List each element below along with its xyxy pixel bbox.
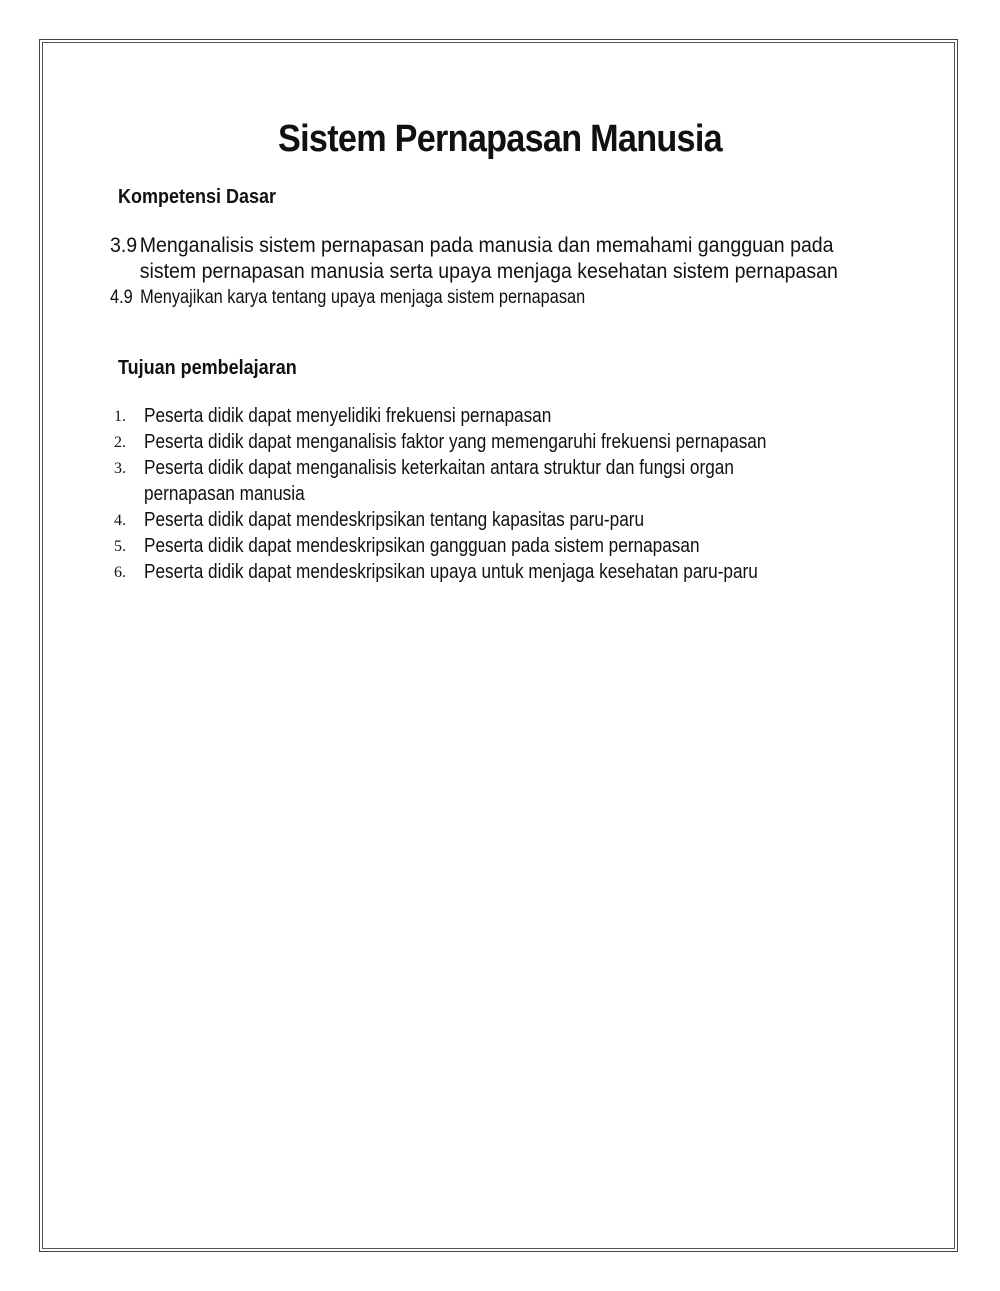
- tujuan-pembelajaran-heading: Tujuan pembelajaran: [118, 357, 297, 379]
- tujuan-text-line: Peserta didik dapat mendeskripsikan tentang kapasitas paru-paru: [144, 509, 645, 531]
- tujuan-text-line: Peserta didik dapat menyelidiki frekuensi pernapasan: [144, 405, 552, 427]
- tujuan-number: 4.: [114, 512, 126, 529]
- tujuan-item-1: [110, 405, 910, 431]
- kompetensi-number: 4.9: [110, 287, 133, 308]
- tujuan-item-5: [110, 535, 910, 561]
- kompetensi-text-line: sistem pernapasan manusia serta upaya menjaga kesehatan sistem pernapasan: [139, 260, 838, 283]
- tujuan-number: 1.: [114, 408, 126, 425]
- kompetensi-number: 3.9: [110, 234, 138, 257]
- tujuan-item-2: [110, 431, 910, 457]
- tujuan-text-line: Peserta didik dapat menganalisis faktor yang memengaruhi frekuensi pernapasan: [144, 431, 767, 453]
- tujuan-item-3: [110, 457, 910, 483]
- kompetensi-dasar-heading: Kompetensi Dasar: [118, 186, 277, 208]
- kompetensi-text-line: Menyajikan karya tentang upaya menjaga sistem pernapasan: [140, 287, 586, 308]
- tujuan-number: 3.: [114, 460, 126, 477]
- tujuan-item-6: [110, 561, 910, 587]
- tujuan-number: 6.: [114, 564, 126, 581]
- kompetensi-text-line: Menganalisis sistem pernapasan pada manusia dan memahami gangguan pada: [139, 234, 834, 257]
- tujuan-item-4: [110, 509, 910, 535]
- tujuan-text-line: Peserta didik dapat menganalisis keterkaitan antara struktur dan fungsi organ: [144, 457, 734, 479]
- document-title: Sistem Pernapasan Manusia: [278, 118, 722, 160]
- tujuan-item-3-continued: [110, 483, 910, 509]
- tujuan-number: 5.: [114, 538, 126, 555]
- tujuan-text-line: Peserta didik dapat mendeskripsikan upaya untuk menjaga kesehatan paru-paru: [144, 561, 758, 583]
- tujuan-text-line: Peserta didik dapat mendeskripsikan gangguan pada sistem pernapasan: [144, 535, 700, 557]
- page-border-inner: [42, 42, 955, 1249]
- tujuan-number: 2.: [114, 434, 126, 451]
- tujuan-text-line: pernapasan manusia: [144, 483, 305, 505]
